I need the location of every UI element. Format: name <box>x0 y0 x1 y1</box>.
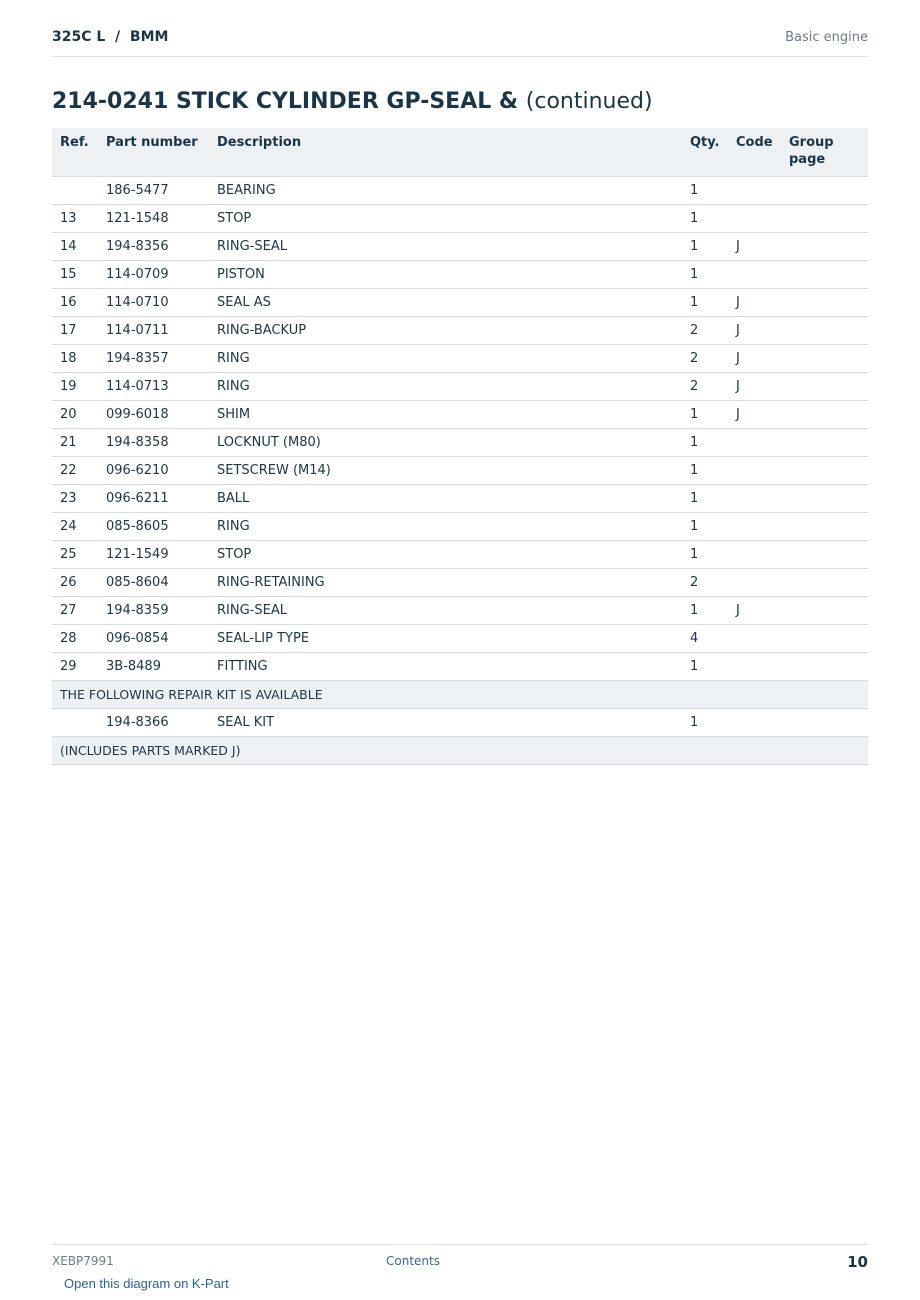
cell-part-number: 085-8604 <box>98 568 209 596</box>
contents-link[interactable]: Contents <box>386 1254 440 1268</box>
cell-ref <box>52 176 98 204</box>
cell-group-page <box>781 428 868 456</box>
cell-part-number: 194-8358 <box>98 428 209 456</box>
cell-group-page <box>781 204 868 232</box>
cell-qty: 1 <box>682 400 728 428</box>
table-row <box>52 344 868 372</box>
cell-code <box>728 428 781 456</box>
cell-description: SEAL KIT <box>209 708 682 736</box>
cell-ref: 13 <box>52 204 98 232</box>
cell-code: J <box>728 288 781 316</box>
cell-code <box>728 540 781 568</box>
cell-ref: 24 <box>52 512 98 540</box>
cell-ref: 20 <box>52 400 98 428</box>
cell-code <box>728 260 781 288</box>
cell-code: J <box>728 372 781 400</box>
cell-description: RING <box>209 512 682 540</box>
table-row <box>52 176 868 204</box>
cell-ref: 28 <box>52 624 98 652</box>
table-row <box>52 456 868 484</box>
cell-code <box>728 652 781 680</box>
cell-ref: 16 <box>52 288 98 316</box>
cell-group-page <box>781 372 868 400</box>
table-row <box>52 316 868 344</box>
cell-code <box>728 456 781 484</box>
document-id: XEBP7991 <box>52 1254 114 1268</box>
cell-ref: 22 <box>52 456 98 484</box>
cell-part-number: 186-5477 <box>98 176 209 204</box>
cell-ref: 14 <box>52 232 98 260</box>
cell-group-page <box>781 652 868 680</box>
cell-group-page <box>781 260 868 288</box>
cell-code <box>728 568 781 596</box>
cell-group-page <box>781 512 868 540</box>
cell-description: LOCKNUT (M80) <box>209 428 682 456</box>
table-row <box>52 540 868 568</box>
cell-qty: 1 <box>682 596 728 624</box>
cell-part-number: 114-0713 <box>98 372 209 400</box>
page-footer <box>52 1244 868 1275</box>
cell-ref: 19 <box>52 372 98 400</box>
cell-code <box>728 176 781 204</box>
note-text: (INCLUDES PARTS MARKED J) <box>52 736 868 764</box>
section-label: Basic engine <box>785 30 868 45</box>
cell-code <box>728 708 781 736</box>
cell-part-number: 194-8357 <box>98 344 209 372</box>
cell-part-number: 114-0711 <box>98 316 209 344</box>
cell-description: RING-BACKUP <box>209 316 682 344</box>
table-row <box>52 232 868 260</box>
cell-group-page <box>781 232 868 260</box>
cell-part-number: 114-0710 <box>98 288 209 316</box>
cell-description: FITTING <box>209 652 682 680</box>
cell-group-page <box>781 316 868 344</box>
cell-qty: 1 <box>682 288 728 316</box>
cell-qty: 1 <box>682 176 728 204</box>
table-row <box>52 288 868 316</box>
table-row <box>52 372 868 400</box>
column-header-ref: Ref. <box>52 128 98 176</box>
cell-code: J <box>728 400 781 428</box>
cell-group-page <box>781 288 868 316</box>
cell-description: RING <box>209 344 682 372</box>
cell-part-number: 114-0709 <box>98 260 209 288</box>
table-row <box>52 400 868 428</box>
cell-code: J <box>728 316 781 344</box>
cell-part-number: 096-6211 <box>98 484 209 512</box>
cell-description: BALL <box>209 484 682 512</box>
cell-group-page <box>781 484 868 512</box>
title-main: 214-0241 STICK CYLINDER GP-SEAL & <box>52 89 519 114</box>
cell-qty: 1 <box>682 456 728 484</box>
cell-qty: 2 <box>682 372 728 400</box>
cell-description: RING-SEAL <box>209 596 682 624</box>
cell-description: STOP <box>209 540 682 568</box>
note-row <box>52 736 868 764</box>
cell-code: J <box>728 596 781 624</box>
cell-ref: 17 <box>52 316 98 344</box>
cell-description: SEAL-LIP TYPE <box>209 624 682 652</box>
cell-part-number: 085-8605 <box>98 512 209 540</box>
column-header-part-number: Part number <box>98 128 209 176</box>
cell-description: BEARING <box>209 176 682 204</box>
cell-code: J <box>728 232 781 260</box>
table-row <box>52 204 868 232</box>
cell-part-number: 3B-8489 <box>98 652 209 680</box>
cell-group-page <box>781 344 868 372</box>
cell-ref: 29 <box>52 652 98 680</box>
cell-qty: 1 <box>682 260 728 288</box>
cell-qty: 1 <box>682 428 728 456</box>
cell-code: J <box>728 344 781 372</box>
cell-group-page <box>781 596 868 624</box>
cell-description: STOP <box>209 204 682 232</box>
cell-description: RING <box>209 372 682 400</box>
cell-description: RING-SEAL <box>209 232 682 260</box>
cell-ref: 25 <box>52 540 98 568</box>
title-continued: (continued) <box>525 89 653 114</box>
cell-part-number: 121-1549 <box>98 540 209 568</box>
model-label: 325C L / BMM <box>52 29 169 45</box>
cell-description: PISTON <box>209 260 682 288</box>
table-row <box>52 260 868 288</box>
cell-part-number: 096-6210 <box>98 456 209 484</box>
cell-ref: 26 <box>52 568 98 596</box>
cell-qty: 2 <box>682 316 728 344</box>
table-row <box>52 512 868 540</box>
cell-description: SETSCREW (M14) <box>209 456 682 484</box>
cell-group-page <box>781 624 868 652</box>
page-number: 10 <box>847 1253 868 1271</box>
cell-code <box>728 624 781 652</box>
cell-ref: 18 <box>52 344 98 372</box>
cell-part-number: 194-8366 <box>98 708 209 736</box>
cell-qty: 1 <box>682 484 728 512</box>
cell-code <box>728 484 781 512</box>
cell-qty: 1 <box>682 232 728 260</box>
cell-description: RING-RETAINING <box>209 568 682 596</box>
table-row <box>52 652 868 680</box>
cell-part-number: 194-8359 <box>98 596 209 624</box>
cell-qty: 1 <box>682 512 728 540</box>
table-row <box>52 484 868 512</box>
note-text: THE FOLLOWING REPAIR KIT IS AVAILABLE <box>52 680 868 708</box>
cell-qty: 2 <box>682 344 728 372</box>
cell-part-number: 096-0854 <box>98 624 209 652</box>
cell-ref: 15 <box>52 260 98 288</box>
table-header-row <box>52 128 868 176</box>
cell-qty: 4 <box>682 624 728 652</box>
cell-part-number: 194-8356 <box>98 232 209 260</box>
cell-ref <box>52 708 98 736</box>
cell-group-page <box>781 456 868 484</box>
parts-table-body <box>52 176 868 764</box>
cell-qty: 1 <box>682 204 728 232</box>
page-title <box>52 89 653 114</box>
cell-code <box>728 204 781 232</box>
column-header-qty: Qty. <box>682 128 728 176</box>
note-row <box>52 680 868 708</box>
kpart-diagram-link[interactable]: Open this diagram on K-Part <box>64 1276 229 1291</box>
table-row <box>52 596 868 624</box>
cell-description: SHIM <box>209 400 682 428</box>
parts-table <box>52 128 868 765</box>
cell-part-number: 099-6018 <box>98 400 209 428</box>
column-header-code: Code <box>728 128 781 176</box>
cell-qty: 2 <box>682 568 728 596</box>
cell-qty: 1 <box>682 540 728 568</box>
table-row <box>52 428 868 456</box>
column-header-description: Description <box>209 128 682 176</box>
cell-ref: 27 <box>52 596 98 624</box>
cell-part-number: 121-1548 <box>98 204 209 232</box>
cell-code <box>728 512 781 540</box>
cell-qty: 1 <box>682 652 728 680</box>
column-header-group-page: Group page <box>781 128 868 176</box>
table-row <box>52 708 868 736</box>
table-row <box>52 624 868 652</box>
cell-group-page <box>781 400 868 428</box>
cell-ref: 23 <box>52 484 98 512</box>
cell-description: SEAL AS <box>209 288 682 316</box>
cell-group-page <box>781 708 868 736</box>
page-header <box>52 0 868 57</box>
cell-qty: 1 <box>682 708 728 736</box>
cell-ref: 21 <box>52 428 98 456</box>
table-row <box>52 568 868 596</box>
cell-group-page <box>781 540 868 568</box>
cell-group-page <box>781 568 868 596</box>
cell-group-page <box>781 176 868 204</box>
